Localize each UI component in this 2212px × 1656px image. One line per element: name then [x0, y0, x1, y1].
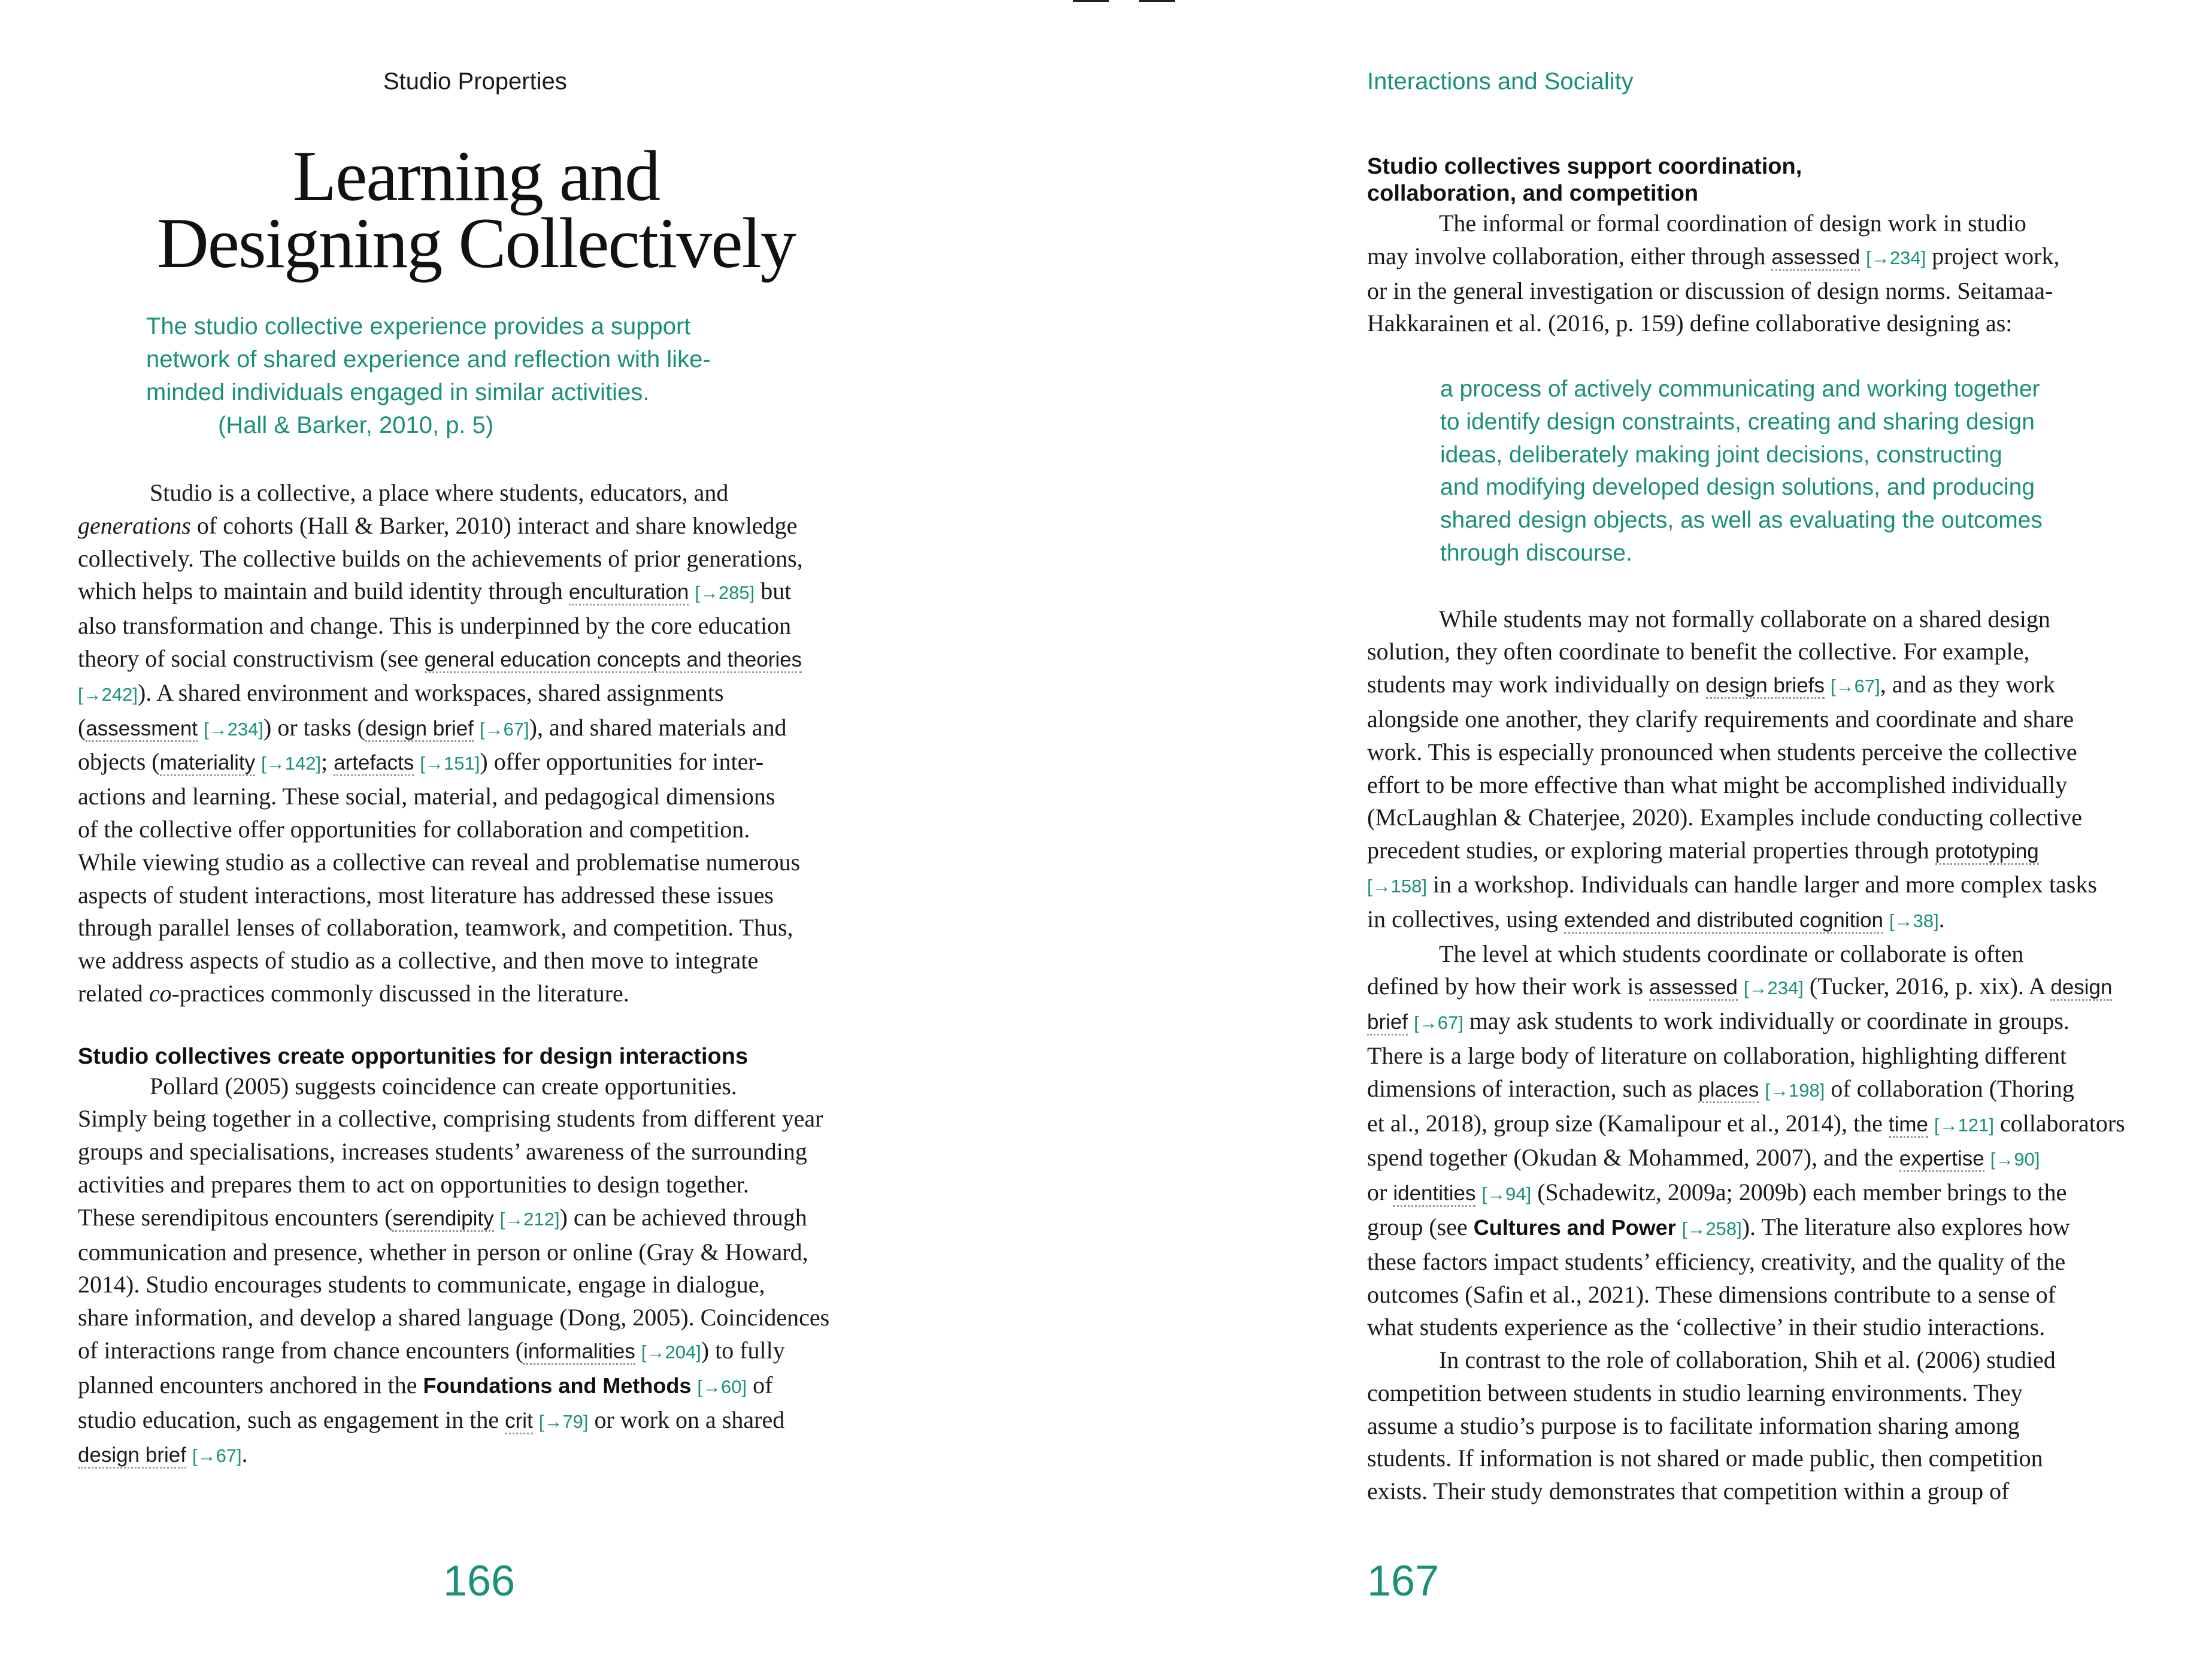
- text-line: et al., 2018), group size (Kamalipour et al., 2014), the time [→121] collaborators: [1367, 1109, 2125, 1137]
- text-line: There is a large body of literature on collaboration, highlighting different: [1367, 1042, 2067, 1069]
- epigraph: [146, 310, 805, 442]
- text-line: planned encounters anchored in the Foundations and Methods [→60] of: [78, 1371, 773, 1398]
- epigraph-line: minded individuals engaged in similar activities.: [146, 379, 650, 405]
- text-line: spend together (Okudan & Mohammed, 2007), and the expertise [→90]: [1367, 1144, 2040, 1171]
- cross-reference-link[interactable]: serendipity: [392, 1207, 493, 1232]
- text-line: brief [→67] may ask students to work individually or coordinate in groups.: [1367, 1007, 2069, 1035]
- page-reference[interactable]: [→204]: [641, 1341, 701, 1363]
- text-line: precedent studies, or exploring material properties through prototyping: [1367, 837, 2039, 864]
- text-line: generations of cohorts (Hall & Barker, 2010) interact and share knowledge: [78, 511, 798, 539]
- epigraph-citation: (Hall & Barker, 2010, p. 5): [218, 412, 494, 438]
- page-reference[interactable]: [→198]: [1765, 1079, 1825, 1101]
- cross-reference-link[interactable]: materiality: [160, 751, 255, 776]
- page-reference[interactable]: [→234]: [1743, 977, 1804, 999]
- quote-line: shared design objects, as well as evaluating the outcomes: [1440, 507, 2043, 534]
- cross-reference-link[interactable]: informalities: [523, 1340, 635, 1365]
- page-reference[interactable]: [→234]: [1866, 247, 1926, 268]
- text-line: These serendipitous encounters (serendipity [→212]) can be achieved through: [78, 1203, 807, 1231]
- text-line: theory of social constructivism (see general education concepts and theories: [78, 644, 802, 672]
- text-line: alongside one another, they clarify requirements and coordinate and share: [1367, 705, 2074, 732]
- right-body-text: [1367, 153, 2169, 1508]
- section-reference-link[interactable]: Foundations and Methods: [423, 1373, 692, 1398]
- page-reference[interactable]: [→79]: [538, 1410, 589, 1432]
- text-line: competition between students in studio learning environments. They: [1367, 1379, 2023, 1406]
- text-line: effort to be more effective than what might be accomplished individually: [1367, 771, 2068, 798]
- text-line: 2014). Studio encourages students to communicate, engage in dialogue,: [78, 1271, 765, 1298]
- text-line: solution, they often coordinate to benefit the collective. For example,: [1367, 638, 2030, 665]
- page-reference[interactable]: [→234]: [204, 718, 264, 740]
- page-reference[interactable]: [→158]: [1367, 875, 1427, 897]
- quote-line: through discourse.: [1440, 540, 1632, 566]
- text-line: or identities [→94] (Schadewitz, 2009a; 2009b) each member brings to the: [1367, 1179, 2067, 1206]
- section-heading: Studio collectives create opportunities for design interactions: [78, 1043, 749, 1069]
- cross-reference-link[interactable]: prototyping: [1935, 840, 2039, 865]
- right-page: [1106, 0, 2212, 1656]
- text-line: of interactions range from chance encounters (informalities [→204]) to fully: [78, 1336, 785, 1364]
- text-line: work. This is especially pronounced when students perceive the collective: [1367, 738, 2077, 765]
- text-line: share information, and develop a shared language (Dong, 2005). Coincidences: [78, 1304, 830, 1331]
- text-line: what students experience as the ‘collective’ in their studio interactions.: [1367, 1313, 2046, 1341]
- left-body-text: [78, 477, 892, 1473]
- page-reference[interactable]: [→285]: [695, 582, 755, 604]
- text-line: [→158] in a workshop. Individuals can handle larger and more complex tasks: [1367, 870, 2097, 898]
- text-line: of the collective offer opportunities for collaboration and competition.: [78, 815, 750, 843]
- text-line: outcomes (Safin et al., 2021). These dimensions contribute to a sense of: [1367, 1280, 2056, 1308]
- paragraph-gap: [1367, 570, 2169, 603]
- text-line: aspects of student interactions, most literature has addressed these issues: [78, 881, 774, 909]
- cross-reference-link[interactable]: extended and distributed cognition: [1564, 909, 1883, 934]
- epigraph-line: network of shared experience and reflection with like-: [146, 346, 711, 373]
- page-reference[interactable]: [→38]: [1889, 910, 1939, 931]
- page-reference[interactable]: [→258]: [1681, 1218, 1742, 1239]
- page-reference[interactable]: [→67]: [192, 1445, 242, 1467]
- text-line: design brief [→67].: [78, 1440, 248, 1468]
- chapter-title-line: Learning and: [292, 136, 660, 216]
- cross-reference-link[interactable]: design brief: [78, 1443, 186, 1469]
- text-line: these factors impact students’ efficiency, creativity, and the quality of the: [1367, 1248, 2066, 1275]
- text-line: exists. Their study demonstrates that competition within a group of: [1367, 1478, 2010, 1505]
- text-line: activities and prepares them to act on opportunities to design together.: [78, 1170, 749, 1198]
- text-line: actions and learning. These social, material, and pedagogical dimensions: [78, 783, 775, 810]
- text-line: related co-practices commonly discussed in the literature.: [78, 979, 629, 1007]
- text-line: students. If information is not shared or made public, then competition: [1367, 1445, 2043, 1472]
- cross-reference-link[interactable]: design: [2050, 976, 2112, 1001]
- text-line: In contrast to the role of collaboration, Shih et al. (2006) studied: [1439, 1346, 2056, 1374]
- text-line: group (see Cultures and Power [→258]). The literature also explores how: [1367, 1213, 2070, 1240]
- text-line: The level at which students coordinate or collaborate is often: [1439, 940, 2024, 967]
- page-number: 166: [443, 1557, 516, 1605]
- text-line: in collectives, using extended and distributed cognition [→38].: [1367, 905, 1945, 933]
- chapter-title: [78, 136, 874, 283]
- text-line: The informal or formal coordination of design work in studio: [1439, 210, 2026, 237]
- page-reference[interactable]: [→121]: [1934, 1114, 1994, 1136]
- text-line: communication and presence, whether in person or online (Gray & Howard,: [78, 1238, 808, 1266]
- text-line: (assessment [→234]) or tasks (design brief [→67]), and shared materials and: [78, 713, 787, 741]
- page-reference[interactable]: [→67]: [1830, 676, 1880, 697]
- page-reference[interactable]: [→212]: [499, 1208, 560, 1230]
- text-line: collectively. The collective builds on the achievements of prior generations,: [78, 544, 803, 572]
- text-line: Hakkarainen et al. (2016, p. 159) define collaborative designing as:: [1367, 310, 2013, 337]
- quote-line: a process of actively communicating and working together: [1440, 376, 2040, 402]
- cross-reference-link[interactable]: design brief: [365, 717, 474, 742]
- cross-reference-link[interactable]: assessment: [86, 717, 198, 742]
- text-line: assume a studio’s purpose is to facilitate information sharing among: [1367, 1412, 2020, 1439]
- cross-reference-link[interactable]: assessed: [1649, 976, 1738, 1001]
- text-line: we address aspects of studio as a collective, and then move to integrate: [78, 947, 759, 974]
- text-line: which helps to maintain and build identity through enculturation [→285] but: [78, 577, 792, 605]
- cross-reference-link[interactable]: time: [1889, 1113, 1928, 1138]
- page-number: 167: [1367, 1557, 1440, 1605]
- text-line: through parallel lenses of collaboration, teamwork, and competition. Thus,: [78, 914, 793, 941]
- quote-line: to identify design constraints, creating and sharing design: [1440, 408, 2035, 435]
- block-quote: [1367, 373, 2169, 570]
- page-reference[interactable]: [→90]: [1990, 1149, 2040, 1170]
- text-line: [→242]). A shared environment and workspaces, shared assignments: [78, 679, 724, 706]
- quote-line: ideas, deliberately making joint decisions, constructing: [1440, 441, 2002, 468]
- text-line: may involve collaboration, either through assessed [→234] project work,: [1367, 242, 2060, 270]
- quote-line: and modifying developed design solutions, and producing: [1440, 474, 2035, 501]
- section-reference-link[interactable]: Cultures and Power: [1473, 1215, 1676, 1240]
- emphasis: generations: [78, 511, 191, 539]
- emphasis: co: [149, 979, 172, 1007]
- cross-reference-link[interactable]: identities: [1393, 1182, 1475, 1207]
- section-heading: collaboration, and competition: [1367, 181, 1699, 206]
- text-line: also transformation and change. This is underpinned by the core education: [78, 612, 792, 640]
- cross-reference-link[interactable]: places: [1698, 1078, 1759, 1103]
- text-line: Pollard (2005) suggests coincidence can create opportunities.: [150, 1072, 737, 1100]
- text-line: objects (materiality [→142]; artefacts [→151]) offer opportunities for inter-: [78, 748, 764, 776]
- cross-reference-link[interactable]: brief: [1367, 1010, 1408, 1036]
- running-head: Interactions and Sociality: [1367, 68, 1634, 95]
- text-line: groups and specialisations, increases students’ awareness of the surrounding: [78, 1138, 807, 1165]
- cross-reference-link[interactable]: general education concepts and theories: [425, 648, 802, 673]
- text-line: Simply being together in a collective, comprising students from different year: [78, 1105, 823, 1133]
- section-heading: Studio collectives support coordination,: [1367, 154, 1802, 179]
- paragraph-gap: [78, 1010, 892, 1043]
- running-head: Studio Properties: [383, 68, 567, 95]
- paragraph-gap: [1367, 340, 2169, 373]
- cross-reference-link[interactable]: design briefs: [1706, 674, 1825, 699]
- text-line: students may work individually on design briefs [→67], and as they work: [1367, 671, 2055, 698]
- cross-reference-link[interactable]: expertise: [1899, 1147, 1984, 1172]
- page-reference[interactable]: [→67]: [1414, 1012, 1463, 1034]
- text-line: While students may not formally collaborate on a shared design: [1439, 605, 2050, 632]
- epigraph-line: The studio collective experience provides a support: [146, 313, 691, 340]
- cross-reference-link[interactable]: artefacts: [334, 751, 414, 776]
- text-line: or in the general investigation or discussion of design norms. Seitamaa-: [1367, 277, 2053, 304]
- page-reference[interactable]: [→142]: [261, 753, 322, 774]
- cross-reference-link[interactable]: assessed: [1771, 246, 1860, 271]
- page-reference[interactable]: [→242]: [78, 683, 138, 705]
- cross-reference-link[interactable]: crit: [505, 1409, 533, 1434]
- text-line: defined by how their work is assessed [→234] (Tucker, 2016, p. xix). A design: [1367, 973, 2113, 1000]
- cross-reference-link[interactable]: enculturation: [569, 580, 689, 606]
- text-line: studio education, such as engagement in the crit [→79] or work on a shared: [78, 1406, 785, 1433]
- text-line: While viewing studio as a collective can reveal and problematise numerous: [78, 848, 801, 876]
- page-reference[interactable]: [→60]: [697, 1376, 747, 1397]
- text-line: Studio is a collective, a place where students, educators, and: [150, 479, 729, 506]
- page-reference[interactable]: [→67]: [479, 718, 529, 740]
- text-line: (McLaughlan & Chaterjee, 2020). Examples include conducting collective: [1367, 804, 2083, 831]
- page-reference[interactable]: [→151]: [420, 753, 480, 774]
- chapter-title-line: Designing Collectively: [157, 203, 795, 283]
- page-reference[interactable]: [→94]: [1481, 1183, 1532, 1205]
- text-line: dimensions of interaction, such as places [→198] of collaboration (Thoring: [1367, 1074, 2074, 1102]
